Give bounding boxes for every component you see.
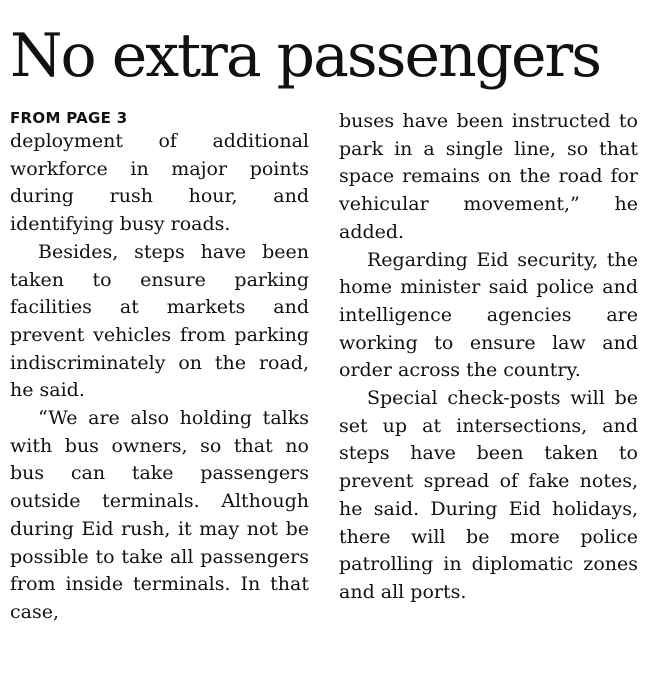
paragraph-bus-owners: “We are also holding talks with bus owners, so that no bus can take passengers outside terminals. Although during Eid rush, it may not be possible to take all passengers from inside terminals. In that case,: [10, 407, 309, 623]
article-column-right: [339, 108, 638, 607]
paragraph-bus-lines: buses have been instructed to park in a single line, so that space remains on the road for vehicular movement,” he added.: [339, 110, 638, 243]
paragraph-check-posts: Special check-posts will be set up at intersections, and steps have been taken to prevent spread of fake notes, he said. During Eid holidays, there will be more police patrolling in diplomatic zones and all ports.: [339, 387, 638, 603]
paragraph-continuation: deployment of additional workforce in major points during rush hour, and identifying busy roads.: [10, 130, 309, 236]
paragraph-parking: Besides, steps have been taken to ensure parking facilities at markets and prevent vehicles from parking indiscriminately on the road, he said.: [10, 240, 309, 402]
continued-from-label: FROM PAGE 3: [10, 109, 128, 127]
headline: No extra passengers: [10, 21, 600, 91]
paragraph-eid-security: Regarding Eid security, the home minister said police and intelligence agencies are working to ensure law and order across the country.: [339, 248, 638, 382]
article-column-left: [10, 108, 309, 627]
